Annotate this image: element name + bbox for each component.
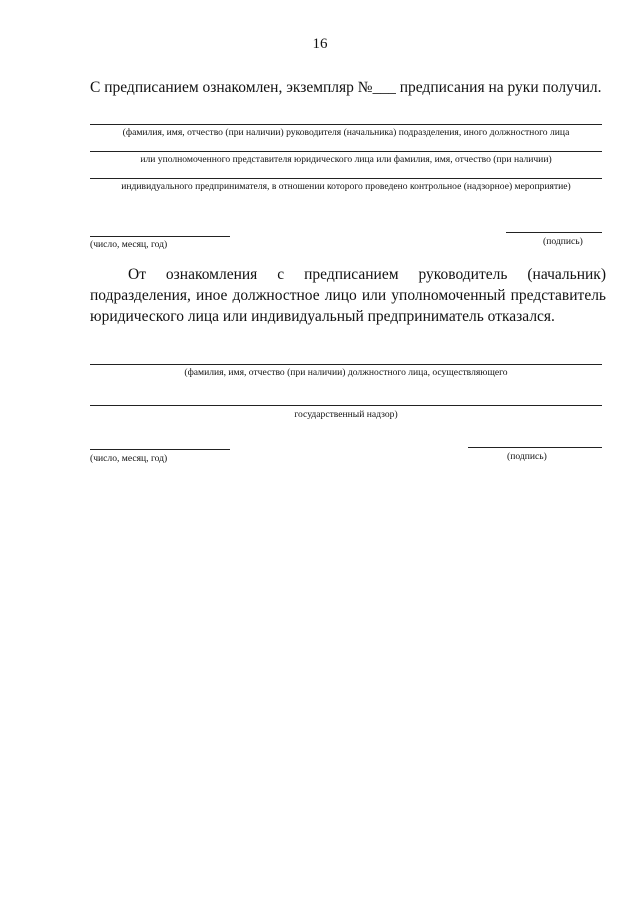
acknowledgement-statement: С предписанием ознакомлен, экземпляр №___ предписания на руки получил. [90, 79, 602, 96]
refusal-signature-line [468, 447, 602, 448]
page-number: 16 [312, 36, 328, 52]
name-caption-line-3: индивидуального предпринимателя, в отношении которого проведено контрольное (надзорное) мероприятие) [121, 181, 571, 192]
date-line [90, 236, 230, 237]
official-caption-line-1: (фамилия, имя, отчество (при наличии) должностного лица, осуществляющего [184, 367, 508, 378]
name-signature-line-2 [90, 151, 602, 152]
signature-line [506, 232, 602, 233]
official-name-line-1 [90, 364, 602, 365]
signature-caption: (подпись) [543, 236, 583, 247]
official-caption-line-2: государственный надзор) [294, 409, 398, 420]
refusal-date-caption: (число, месяц, год) [90, 453, 168, 464]
date-caption: (число, месяц, год) [90, 239, 168, 250]
refusal-signature-caption: (подпись) [507, 451, 547, 462]
refusal-statement: От ознакомления с предписанием руководитель (начальник) подразделения, иное должностное лицо или уполномоченный представитель юридического лица или индивидуальный предприниматель отказался. [90, 266, 606, 325]
name-caption-line-2: или уполномоченного представителя юридического лица или фамилия, имя, отчество (при наличии) [140, 154, 552, 165]
name-signature-line-1 [90, 124, 602, 125]
official-name-line-2 [90, 405, 602, 406]
refusal-date-line [90, 449, 230, 450]
name-signature-line-3 [90, 178, 602, 179]
name-caption-line-1: (фамилия, имя, отчество (при наличии) руководителя (начальника) подразделения, иного должностного лица [122, 127, 570, 138]
